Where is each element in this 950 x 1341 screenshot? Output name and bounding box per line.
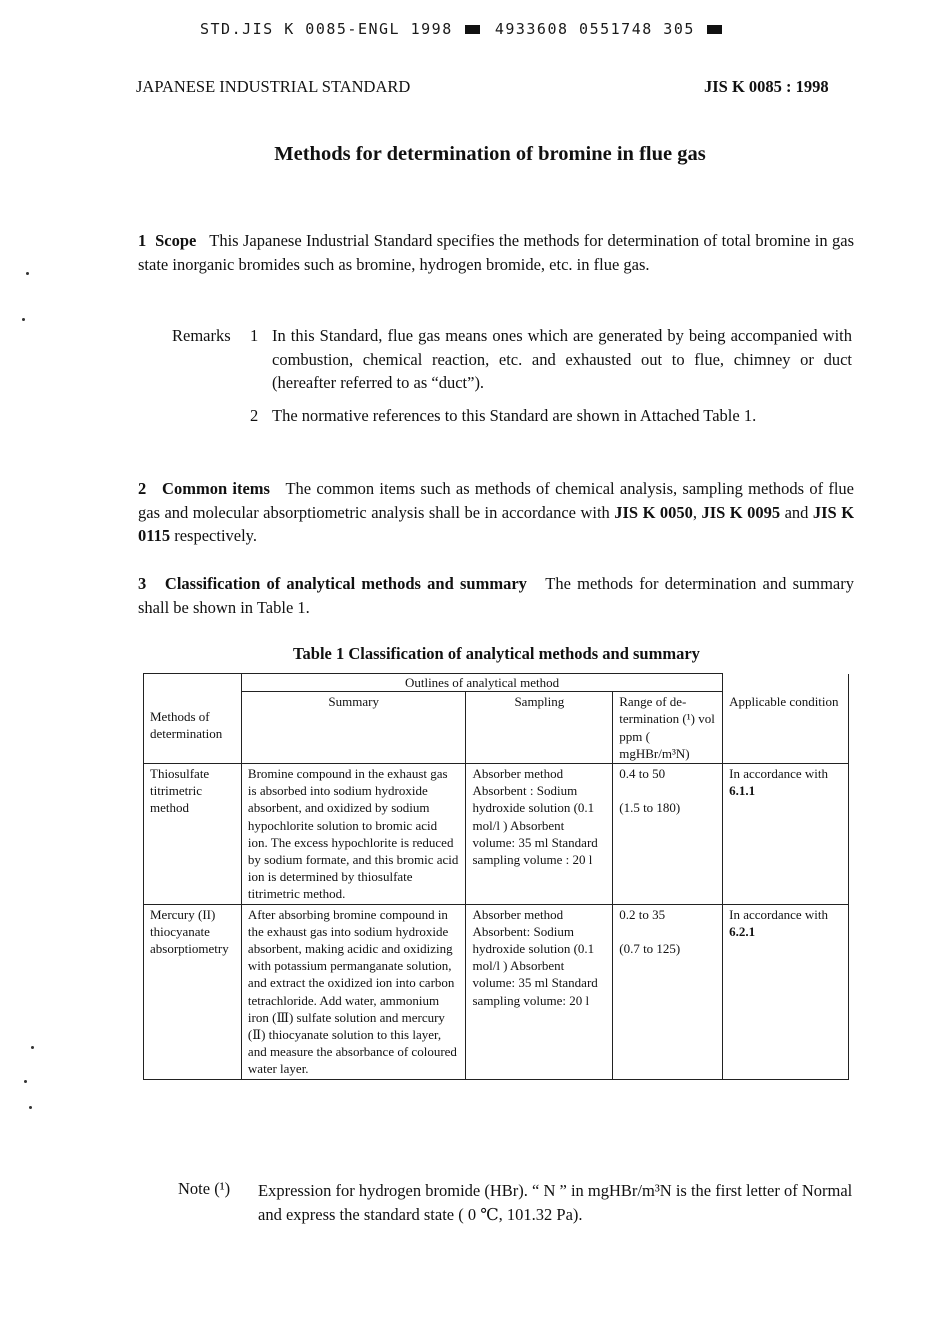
clause-reference: 6.1.1 xyxy=(729,783,756,799)
range-ppm: 0.2 to 35 xyxy=(619,906,666,922)
table-row xyxy=(144,764,849,905)
clause-reference: 6.2.1 xyxy=(729,923,756,939)
classification-table xyxy=(143,673,849,1080)
scan-speck xyxy=(22,318,25,321)
section-text: This Japanese Industrial Standard specifies the methods for determination of total bromine in gas state inorganic bromides such as bromine, hydrogen bromide, etc. in flue gas. xyxy=(138,231,855,274)
cell-sampling: Absorber method Absorbent : Sodium hydroxide solution (0.1 mol/l ) Absorbent volume: 35 ml Standard sampling volume : 20 l xyxy=(466,764,613,905)
section-scope xyxy=(138,229,854,276)
conjunction: and xyxy=(784,502,809,522)
scan-header xyxy=(200,20,726,38)
range-mg: (1.5 to 180) xyxy=(619,800,681,816)
section-text: The common items such as methods of chemical analysis, sampling methods of flue gas and molecular absorptiometric analysis shall be in accordance with xyxy=(138,479,855,522)
standard-reference: JIS K 0095 xyxy=(701,502,781,522)
range-mg: (0.7 to 125) xyxy=(619,940,681,956)
cell-range xyxy=(613,764,723,905)
header-method-text: Methods of determination xyxy=(150,708,223,741)
scan-header-number: 4933608 0551748 305 xyxy=(494,20,695,38)
scan-speck xyxy=(26,272,29,275)
scan-speck xyxy=(29,1106,32,1109)
cell-applicable xyxy=(723,904,849,1079)
remark-text: In this Standard, flue gas means ones which are generated by being accompanied with combustion, chemical reaction, etc. and exhausted out to flue, chimney or duct (hereafter referred to as “duct”). xyxy=(272,326,852,392)
remarks-label: Remarks xyxy=(172,326,231,345)
section-heading: Scope xyxy=(155,231,197,250)
scan-block-mark xyxy=(465,25,480,34)
standard-reference: JIS K 0050 xyxy=(614,502,693,522)
remark-text: The normative references to this Standard are shown in Attached Table 1. xyxy=(272,406,757,425)
header-outlines: Outlines of analytical method xyxy=(241,674,722,692)
header-method xyxy=(144,674,242,764)
section-text: The methods for determination and summary shall be shown in Table 1. xyxy=(138,574,854,617)
table-row xyxy=(144,904,849,1079)
header-sampling: Sampling xyxy=(466,692,613,764)
applicable-text: In accordance with xyxy=(729,906,829,922)
section-text-end: respectively. xyxy=(174,526,257,545)
header-summary: Summary xyxy=(241,692,466,764)
cell-range xyxy=(613,904,723,1079)
note-label: Note (¹) xyxy=(178,1179,231,1198)
note-text: Expression for hydrogen bromide (HBr). “ N ” in mgHBr/m³N is the first letter of Normal and express the standard state ( 0 ℃, 101.32 Pa). xyxy=(258,1181,853,1224)
scan-header-code: STD.JIS K 0085-ENGL 1998 xyxy=(200,20,453,38)
page-title: Methods for determination of bromine in flue gas xyxy=(274,143,706,165)
remark-number: 1 xyxy=(250,326,259,345)
section-number: 2 xyxy=(138,479,147,498)
standard-reference: JIS K 0115 xyxy=(138,502,855,545)
cell-method: Thiosulfate titrimetric method xyxy=(144,764,242,905)
table-header-row xyxy=(144,674,849,692)
cell-method: Mercury (II) thiocyanate absorptiometry xyxy=(144,904,242,1079)
section-number: 3 xyxy=(138,574,147,593)
section-common-items xyxy=(138,477,854,548)
header-standard-number: JIS K 0085 : 1998 xyxy=(704,77,829,96)
remark-number: 2 xyxy=(250,406,259,425)
cell-summary: Bromine compound in the exhaust gas is absorbed into sodium hydroxide absorbent, and oxidized by sodium hypochlorite solution to bromic acid ion. The excess hypochlorite is reduced by sodium formate, and this bromic acid ion is determined by thiosulfate titrimetric method. xyxy=(241,764,466,905)
section-heading: Common items xyxy=(162,479,270,498)
applicable-text: In accordance with xyxy=(729,766,829,782)
section-classification xyxy=(138,572,854,619)
section-heading: Classification of analytical methods and summary xyxy=(164,574,527,593)
scan-speck xyxy=(24,1080,27,1083)
header-range: Range of determination (¹) vol ppm ( mgHBr/m³N) xyxy=(613,692,723,764)
header-applicable xyxy=(723,674,849,764)
cell-applicable xyxy=(723,764,849,905)
section-number: 1 xyxy=(138,231,147,250)
cell-summary: After absorbing bromine compound in the exhaust gas into sodium hydroxide absorbent, making acidic and oxidizing with potassium permanganate solution, and extract the oxidized ion into carbon tetrachloride. Add water, ammonium iron (Ⅲ) sulfate solution and mercury (Ⅱ) thiocyanate solution to this layer, and measure the absorbance of coloured water layer. xyxy=(241,904,466,1079)
separator: , xyxy=(692,502,698,522)
header-standard-name: JAPANESE INDUSTRIAL STANDARD xyxy=(136,77,411,96)
cell-sampling: Absorber method Absorbent: Sodium hydroxide solution (0.1 mol/l ) Absorbent volume: 35 ml Standard sampling volume: 20 l xyxy=(466,904,613,1079)
scan-speck xyxy=(31,1046,34,1049)
header-applicable-text: Applicable condition xyxy=(729,693,839,709)
table-title: Table 1 Classification of analytical methods and summary xyxy=(293,644,700,663)
scan-block-mark xyxy=(707,25,722,34)
range-ppm: 0.4 to 50 xyxy=(619,766,666,782)
